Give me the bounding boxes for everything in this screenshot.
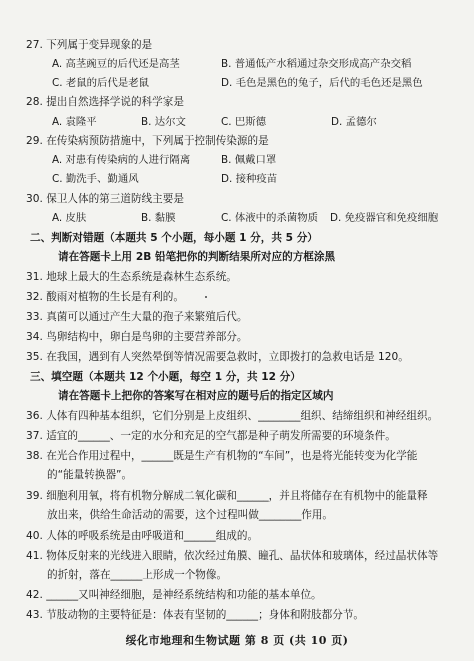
section-2-instruction: 请在答题卡上用 2B 铅笔把你的判断结果所对应的方框涂黑	[58, 251, 336, 263]
section-3-title: 三、填空题（本题共 12 个小题，每空 1 分，共 12 分）	[30, 371, 301, 383]
question-39-line-2: 放出来，供给生命活动的需要，这个过程叫做________作用。	[47, 509, 334, 521]
question-41-line-1: 41. 物体反射来的光线进入眼睛，依次经过角膜、瞳孔、晶状体和玻璃体，经过晶状体等	[26, 550, 439, 562]
question-29-option-b: B. 佩戴口罩	[221, 154, 277, 166]
question-34: 34. 鸟卵结构中，卵白是鸟卵的主要营养部分。	[26, 331, 248, 343]
question-30-option-c: C. 体液中的杀菌物质	[221, 212, 318, 224]
question-27-option-c: C. 老鼠的后代是老鼠	[52, 77, 149, 89]
question-32: 32. 酸雨对植物的生长是有利的。	[26, 291, 184, 303]
ink-speck	[205, 296, 207, 298]
question-27-stem: 27. 下列属于变异现象的是	[26, 39, 153, 51]
question-33: 33. 真菌可以通过产生大量的孢子来繁殖后代。	[26, 311, 248, 323]
question-28-option-d: D. 孟德尔	[331, 116, 377, 128]
section-2-title: 二、判断对错题（本题共 5 个小题，每小题 1 分，共 5 分）	[30, 232, 318, 244]
question-29-option-c: C. 勤洗手、勤通风	[52, 173, 139, 185]
question-40: 40. 人体的呼吸系统是由呼吸道和______组成的。	[26, 530, 259, 542]
section-3-instruction: 请在答题卡上把你的答案写在相对应的题号后的指定区域内	[58, 390, 334, 402]
page-footer: 绥化市地理和生物试题 第 8 页 (共 10 页)	[125, 634, 349, 647]
question-29-option-a: A. 对患有传染病的人进行隔离	[52, 154, 191, 166]
question-36: 36. 人体有四种基本组织，它们分别是上皮组织、________组织、结缔组织和神经组织。	[26, 410, 439, 422]
question-35: 35. 在我国，遇到有人突然晕倒等情况需要急救时，立即拨打的急救电话是 120。	[26, 351, 409, 363]
question-30-option-d: D. 免疫器官和免疫细胞	[330, 212, 439, 224]
question-31: 31. 地球上最大的生态系统是森林生态系统。	[26, 271, 237, 283]
question-37: 37. 适宜的______、一定的水分和充足的空气都是种子萌发所需要的环境条件。	[26, 430, 396, 442]
question-27-option-a: A. 高茎豌豆的后代还是高茎	[52, 58, 180, 70]
question-41-line-2: 的折射，落在______上形成一个物像。	[47, 569, 228, 581]
question-27-option-b: B. 普通低产水稻通过杂交形成高产杂交稻	[221, 58, 412, 70]
question-29-stem: 29. 在传染病预防措施中，下列属于控制传染源的是	[26, 135, 269, 147]
question-38-line-2: 的“能量转换器”。	[47, 469, 133, 481]
question-39-line-1: 39. 细胞利用氧，将有机物分解成二氧化碳和______，并且将储存在有机物中的能量释	[26, 490, 428, 502]
question-43: 43. 节肢动物的主要特征是：体表有坚韧的______；身体和附肢都分节。	[26, 609, 365, 621]
question-28-option-c: C. 巴斯德	[221, 116, 267, 128]
question-38-line-1: 38. 在光合作用过程中，______既是生产有机物的“车间”，也是将光能转变为化学能	[26, 450, 418, 462]
question-42: 42. ______又叫神经细胞，是神经系统结构和功能的基本单位。	[26, 589, 322, 601]
question-30-stem: 30. 保卫人体的第三道防线主要是	[26, 193, 184, 205]
question-30-option-b: B. 黏膜	[141, 212, 176, 224]
question-30-option-a: A. 皮肤	[52, 212, 87, 224]
question-28-option-b: B. 达尔文	[141, 116, 186, 128]
question-28-option-a: A. 袁隆平	[52, 116, 97, 128]
question-28-stem: 28. 提出自然选择学说的科学家是	[26, 96, 184, 108]
question-29-option-d: D. 接种疫苗	[221, 173, 278, 185]
question-27-option-d: D. 毛色是黑色的兔子，后代的毛色还是黑色	[221, 77, 423, 89]
